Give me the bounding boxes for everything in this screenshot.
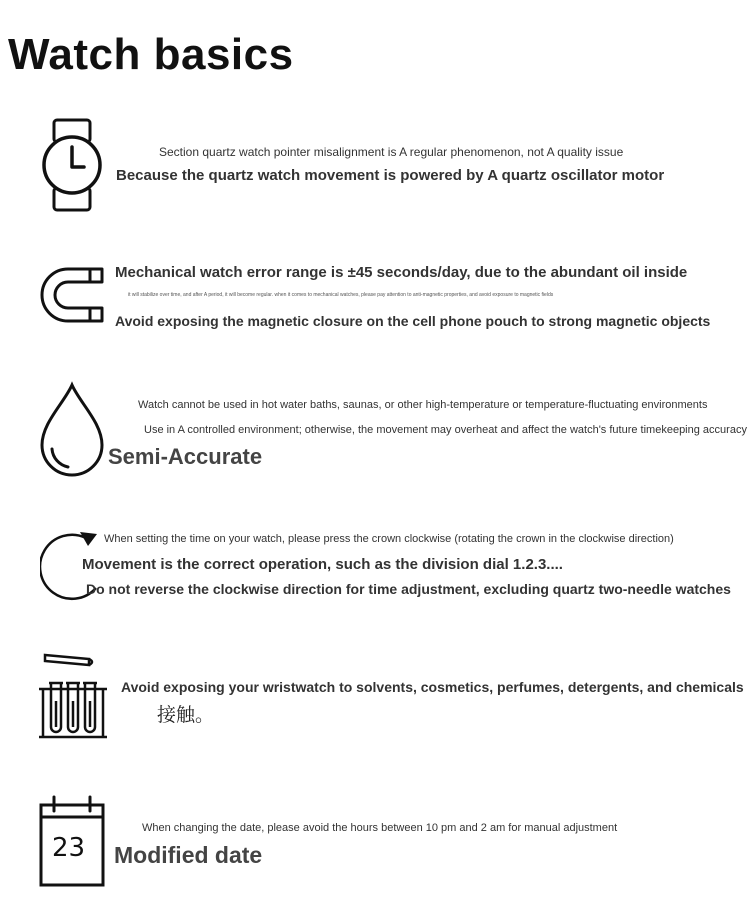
- section-3-line-2: Use in A controlled environment; otherwise, the movement may overheat and affect the watch's future timekeeping accuracy: [144, 424, 747, 436]
- section-6-line-1: When changing the date, please avoid the hours between 10 pm and 2 am for manual adjustment: [142, 822, 618, 834]
- test-tubes-icon: [37, 651, 109, 745]
- section-5-line-1: Avoid exposing your wristwatch to solvents, cosmetics, perfumes, detergents, and chemicals: [121, 679, 744, 695]
- magnet-icon: [40, 266, 106, 324]
- calendar-day-number: 23: [52, 833, 86, 863]
- section-4-line-2: Movement is the correct operation, such as the division dial 1.2.3....: [82, 556, 563, 573]
- section-1-line-2: Because the quartz watch movement is powered by A quartz oscillator motor: [116, 167, 665, 184]
- page-title: Watch basics: [8, 30, 294, 79]
- water-drop-icon: [38, 381, 106, 479]
- section-4-line-3: Do not reverse the clockwise direction for time adjustment, excluding quartz two-needle watches: [86, 581, 731, 597]
- section-2-line-1: Mechanical watch error range is ±45 seconds/day, due to the abundant oil inside: [115, 264, 688, 281]
- section-4-line-1: When setting the time on your watch, please press the crown clockwise (rotating the crown in the clockwise direction): [104, 533, 674, 545]
- section-5-line-2: 接触。: [157, 704, 215, 726]
- section-1-line-1: Section quartz watch pointer misalignment is A regular phenomenon, not A quality issue: [159, 145, 624, 159]
- section-3-heading: Semi-Accurate: [108, 444, 263, 469]
- watch-icon: [40, 117, 104, 213]
- section-3-line-1: Watch cannot be used in hot water baths, saunas, or other high-temperature or temperature-fluctuating environments: [138, 399, 708, 411]
- section-2-line-3: Avoid exposing the magnetic closure on the cell phone pouch to strong magnetic objects: [115, 313, 711, 329]
- section-2-fine-print: it will stabilize over time, and after A period, it will become regular. when it comes to mechanical watches, please pay attention to anti-magnetic properties, and avoid exposure to magnetic fields: [128, 292, 554, 298]
- section-6-heading: Modified date: [114, 842, 263, 868]
